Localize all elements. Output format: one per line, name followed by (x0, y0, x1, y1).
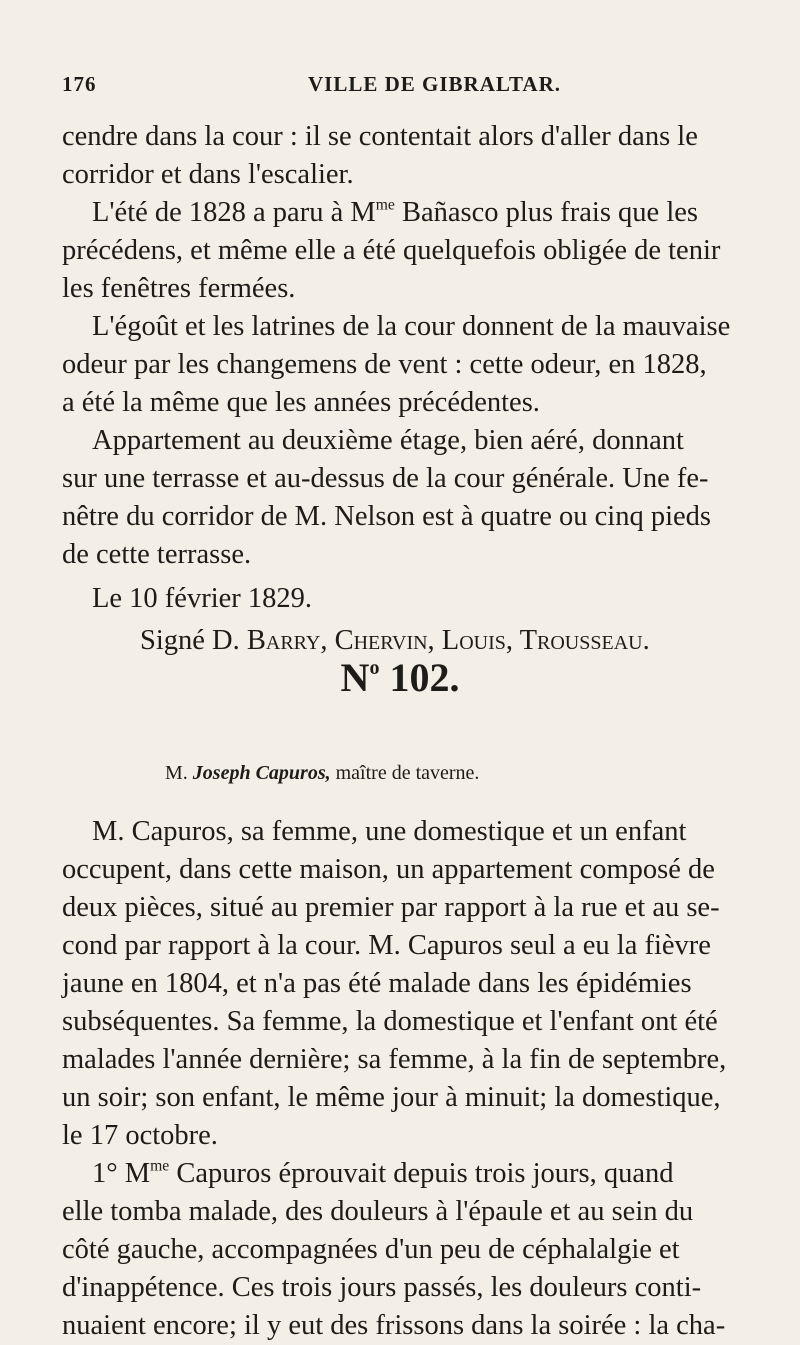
text-line: deux pièces, situé au premier par rapport à la rue et au se- (62, 892, 720, 923)
section-subtitle (165, 762, 479, 785)
text-line: précédens, et même elle a été quelquefois obligée de tenir (62, 235, 721, 266)
text-fragment: Capuros éprouvait depuis trois jours, quand (169, 1158, 674, 1189)
person-name: Joseph Capuros, (192, 762, 331, 784)
text-line: d'inappétence. Ces trois jours passés, les douleurs conti- (62, 1272, 702, 1303)
signature-prefix: Signé D. (140, 625, 247, 656)
text-line: le 17 octobre. (62, 1120, 218, 1151)
paragraph-line (92, 194, 698, 232)
page-number: 176 (62, 72, 97, 96)
text-line: occupent, dans cette maison, un appartement composé de (62, 854, 715, 885)
text-fragment: Bañasco plus frais que les (394, 197, 698, 228)
date-line: Le 10 février 1829. (92, 583, 312, 614)
text-line: a été la même que les années précédentes. (62, 387, 540, 418)
text-line: sur une terrasse et au-dessus de la cour générale. Une fe- (62, 463, 709, 494)
paragraph-line (92, 1155, 674, 1193)
person-role: maître de taverne. (330, 762, 480, 784)
text-line: de cette terrasse. (62, 539, 252, 570)
running-title: VILLE DE GIBRALTAR. (308, 72, 561, 96)
signatories: Barry, Chervin, Louis, Trousseau. (246, 625, 650, 656)
text-line: côté gauche, accompagnées d'un peu de céphalalgie et (62, 1234, 680, 1265)
text-fragment: 1° M (92, 1158, 151, 1189)
text-line: odeur par les changemens de vent : cette odeur, en 1828, (62, 349, 707, 380)
text-line: cendre dans la cour : il se contentait alors d'aller dans le (62, 121, 698, 152)
text-line: les fenêtres fermées. (62, 273, 296, 304)
text-line: corridor et dans l'escalier. (62, 159, 354, 190)
section-number (0, 654, 800, 702)
superscript: me (375, 196, 395, 214)
number-value: 102. (379, 655, 460, 700)
text-fragment: L'été de 1828 a paru à M (92, 197, 376, 228)
text-line: elle tomba malade, des douleurs à l'épaule et au sein du (62, 1196, 694, 1227)
text-line: Appartement au deuxième étage, bien aéré, donnant (92, 425, 684, 456)
text-line: jaune en 1804, et n'a pas été malade dans les épidémies (62, 968, 692, 999)
subtitle-prefix: M. (165, 762, 193, 784)
text-line: M. Capuros, sa femme, une domestique et un enfant (92, 816, 687, 847)
text-line: cond par rapport à la cour. M. Capuros seul a eu la fièvre (62, 930, 711, 961)
superscript: o (369, 657, 380, 679)
text-line: subséquentes. Sa femme, la domestique et l'enfant ont été (62, 1006, 718, 1037)
running-header (62, 72, 762, 108)
number-prefix: N (340, 655, 370, 700)
text-line: L'égoût et les latrines de la cour donnent de la mauvaise (92, 311, 731, 342)
text-line: nuaient encore; il y eut des frissons dans la soirée : la cha- (62, 1310, 726, 1341)
text-line: nêtre du corridor de M. Nelson est à quatre ou cinq pieds (62, 501, 711, 532)
superscript: me (150, 1157, 170, 1175)
text-line: malades l'année dernière; sa femme, à la fin de septembre, (62, 1044, 727, 1075)
text-line: un soir; son enfant, le même jour à minuit; la domestique, (62, 1082, 721, 1113)
